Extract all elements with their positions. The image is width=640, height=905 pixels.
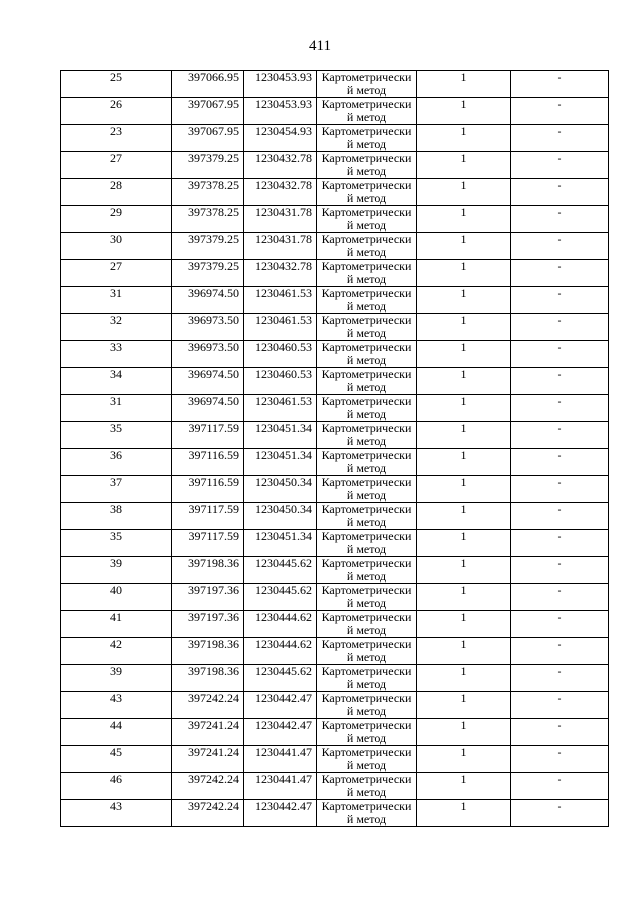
y-coordinate-cell: 1230450.34	[244, 503, 317, 530]
method-cell: Картометрически й метод	[317, 638, 417, 665]
note-cell: -	[511, 638, 609, 665]
table-row	[61, 287, 609, 314]
accuracy-cell: 1	[417, 476, 511, 503]
x-coordinate-cell: 397117.59	[172, 503, 244, 530]
note-cell: -	[511, 719, 609, 746]
method-cell: Картометрически й метод	[317, 314, 417, 341]
point-number-cell: 30	[61, 233, 172, 260]
table-row	[61, 98, 609, 125]
point-number-cell: 43	[61, 800, 172, 827]
x-coordinate-cell: 397066.95	[172, 71, 244, 98]
table-row	[61, 584, 609, 611]
table-row	[61, 152, 609, 179]
accuracy-cell: 1	[417, 152, 511, 179]
method-cell: Картометрически й метод	[317, 476, 417, 503]
note-cell: -	[511, 665, 609, 692]
table-row	[61, 233, 609, 260]
accuracy-cell: 1	[417, 422, 511, 449]
note-cell: -	[511, 260, 609, 287]
x-coordinate-cell: 397117.59	[172, 422, 244, 449]
y-coordinate-cell: 1230444.62	[244, 638, 317, 665]
table-row	[61, 503, 609, 530]
table-row	[61, 206, 609, 233]
note-cell: -	[511, 368, 609, 395]
note-cell: -	[511, 611, 609, 638]
point-number-cell: 35	[61, 530, 172, 557]
accuracy-cell: 1	[417, 368, 511, 395]
method-cell: Картометрически й метод	[317, 584, 417, 611]
accuracy-cell: 1	[417, 584, 511, 611]
table-row	[61, 611, 609, 638]
y-coordinate-cell: 1230454.93	[244, 125, 317, 152]
table-row	[61, 125, 609, 152]
method-cell: Картометрически й метод	[317, 395, 417, 422]
note-cell: -	[511, 773, 609, 800]
method-cell: Картометрически й метод	[317, 503, 417, 530]
accuracy-cell: 1	[417, 206, 511, 233]
point-number-cell: 41	[61, 611, 172, 638]
method-cell: Картометрически й метод	[317, 773, 417, 800]
y-coordinate-cell: 1230442.47	[244, 800, 317, 827]
accuracy-cell: 1	[417, 611, 511, 638]
x-coordinate-cell: 397067.95	[172, 125, 244, 152]
y-coordinate-cell: 1230445.62	[244, 584, 317, 611]
y-coordinate-cell: 1230461.53	[244, 314, 317, 341]
x-coordinate-cell: 397379.25	[172, 233, 244, 260]
table-row	[61, 422, 609, 449]
point-number-cell: 42	[61, 638, 172, 665]
note-cell: -	[511, 692, 609, 719]
table-row	[61, 557, 609, 584]
x-coordinate-cell: 397378.25	[172, 179, 244, 206]
y-coordinate-cell: 1230445.62	[244, 665, 317, 692]
y-coordinate-cell: 1230451.34	[244, 530, 317, 557]
y-coordinate-cell: 1230460.53	[244, 368, 317, 395]
table-row	[61, 692, 609, 719]
point-number-cell: 31	[61, 287, 172, 314]
point-number-cell: 43	[61, 692, 172, 719]
table-row	[61, 260, 609, 287]
method-cell: Картометрически й метод	[317, 368, 417, 395]
accuracy-cell: 1	[417, 314, 511, 341]
method-cell: Картометрически й метод	[317, 800, 417, 827]
method-cell: Картометрически й метод	[317, 152, 417, 179]
y-coordinate-cell: 1230451.34	[244, 422, 317, 449]
note-cell: -	[511, 449, 609, 476]
accuracy-cell: 1	[417, 395, 511, 422]
x-coordinate-cell: 397198.36	[172, 665, 244, 692]
y-coordinate-cell: 1230451.34	[244, 449, 317, 476]
method-cell: Картометрически й метод	[317, 206, 417, 233]
y-coordinate-cell: 1230461.53	[244, 395, 317, 422]
method-cell: Картометрически й метод	[317, 233, 417, 260]
y-coordinate-cell: 1230453.93	[244, 71, 317, 98]
y-coordinate-cell: 1230444.62	[244, 611, 317, 638]
note-cell: -	[511, 530, 609, 557]
point-number-cell: 37	[61, 476, 172, 503]
coordinates-table	[60, 70, 609, 827]
table-row	[61, 746, 609, 773]
point-number-cell: 34	[61, 368, 172, 395]
method-cell: Картометрически й метод	[317, 260, 417, 287]
x-coordinate-cell: 397198.36	[172, 557, 244, 584]
y-coordinate-cell: 1230432.78	[244, 179, 317, 206]
x-coordinate-cell: 397198.36	[172, 638, 244, 665]
table-row	[61, 368, 609, 395]
method-cell: Картометрически й метод	[317, 179, 417, 206]
method-cell: Картометрически й метод	[317, 125, 417, 152]
accuracy-cell: 1	[417, 665, 511, 692]
x-coordinate-cell: 397379.25	[172, 152, 244, 179]
accuracy-cell: 1	[417, 287, 511, 314]
point-number-cell: 29	[61, 206, 172, 233]
x-coordinate-cell: 397242.24	[172, 692, 244, 719]
method-cell: Картометрически й метод	[317, 98, 417, 125]
point-number-cell: 28	[61, 179, 172, 206]
y-coordinate-cell: 1230460.53	[244, 341, 317, 368]
method-cell: Картометрически й метод	[317, 611, 417, 638]
y-coordinate-cell: 1230441.47	[244, 746, 317, 773]
x-coordinate-cell: 396974.50	[172, 395, 244, 422]
point-number-cell: 44	[61, 719, 172, 746]
accuracy-cell: 1	[417, 449, 511, 476]
accuracy-cell: 1	[417, 746, 511, 773]
x-coordinate-cell: 397116.59	[172, 449, 244, 476]
accuracy-cell: 1	[417, 773, 511, 800]
x-coordinate-cell: 397379.25	[172, 260, 244, 287]
note-cell: -	[511, 800, 609, 827]
method-cell: Картометрически й метод	[317, 287, 417, 314]
note-cell: -	[511, 476, 609, 503]
method-cell: Картометрически й метод	[317, 422, 417, 449]
table-row	[61, 719, 609, 746]
point-number-cell: 23	[61, 125, 172, 152]
accuracy-cell: 1	[417, 530, 511, 557]
y-coordinate-cell: 1230441.47	[244, 773, 317, 800]
accuracy-cell: 1	[417, 638, 511, 665]
point-number-cell: 27	[61, 260, 172, 287]
point-number-cell: 27	[61, 152, 172, 179]
y-coordinate-cell: 1230442.47	[244, 692, 317, 719]
x-coordinate-cell: 397117.59	[172, 530, 244, 557]
y-coordinate-cell: 1230445.62	[244, 557, 317, 584]
x-coordinate-cell: 397378.25	[172, 206, 244, 233]
note-cell: -	[511, 152, 609, 179]
x-coordinate-cell: 397197.36	[172, 611, 244, 638]
accuracy-cell: 1	[417, 341, 511, 368]
accuracy-cell: 1	[417, 71, 511, 98]
note-cell: -	[511, 746, 609, 773]
y-coordinate-cell: 1230461.53	[244, 287, 317, 314]
table-row	[61, 530, 609, 557]
point-number-cell: 25	[61, 71, 172, 98]
x-coordinate-cell: 396974.50	[172, 287, 244, 314]
y-coordinate-cell: 1230453.93	[244, 98, 317, 125]
table-row	[61, 449, 609, 476]
accuracy-cell: 1	[417, 125, 511, 152]
table-row	[61, 665, 609, 692]
method-cell: Картометрически й метод	[317, 665, 417, 692]
x-coordinate-cell: 397242.24	[172, 773, 244, 800]
note-cell: -	[511, 233, 609, 260]
x-coordinate-cell: 397116.59	[172, 476, 244, 503]
accuracy-cell: 1	[417, 260, 511, 287]
x-coordinate-cell: 397242.24	[172, 800, 244, 827]
point-number-cell: 39	[61, 665, 172, 692]
note-cell: -	[511, 422, 609, 449]
point-number-cell: 26	[61, 98, 172, 125]
accuracy-cell: 1	[417, 557, 511, 584]
accuracy-cell: 1	[417, 719, 511, 746]
x-coordinate-cell: 396973.50	[172, 341, 244, 368]
table-row	[61, 800, 609, 827]
x-coordinate-cell: 396974.50	[172, 368, 244, 395]
table-row	[61, 395, 609, 422]
table-row	[61, 314, 609, 341]
point-number-cell: 36	[61, 449, 172, 476]
point-number-cell: 40	[61, 584, 172, 611]
note-cell: -	[511, 557, 609, 584]
x-coordinate-cell: 397241.24	[172, 719, 244, 746]
note-cell: -	[511, 71, 609, 98]
x-coordinate-cell: 397067.95	[172, 98, 244, 125]
y-coordinate-cell: 1230450.34	[244, 476, 317, 503]
accuracy-cell: 1	[417, 233, 511, 260]
point-number-cell: 32	[61, 314, 172, 341]
x-coordinate-cell: 397241.24	[172, 746, 244, 773]
accuracy-cell: 1	[417, 800, 511, 827]
table-row	[61, 71, 609, 98]
accuracy-cell: 1	[417, 692, 511, 719]
y-coordinate-cell: 1230432.78	[244, 152, 317, 179]
note-cell: -	[511, 341, 609, 368]
table-row	[61, 773, 609, 800]
y-coordinate-cell: 1230431.78	[244, 206, 317, 233]
x-coordinate-cell: 396973.50	[172, 314, 244, 341]
page-number: 411	[309, 38, 331, 54]
y-coordinate-cell: 1230442.47	[244, 719, 317, 746]
method-cell: Картометрически й метод	[317, 341, 417, 368]
accuracy-cell: 1	[417, 98, 511, 125]
note-cell: -	[511, 98, 609, 125]
point-number-cell: 31	[61, 395, 172, 422]
point-number-cell: 38	[61, 503, 172, 530]
note-cell: -	[511, 584, 609, 611]
note-cell: -	[511, 287, 609, 314]
method-cell: Картометрически й метод	[317, 692, 417, 719]
note-cell: -	[511, 125, 609, 152]
note-cell: -	[511, 179, 609, 206]
table-row	[61, 179, 609, 206]
method-cell: Картометрически й метод	[317, 557, 417, 584]
table-row	[61, 476, 609, 503]
point-number-cell: 35	[61, 422, 172, 449]
method-cell: Картометрически й метод	[317, 449, 417, 476]
point-number-cell: 33	[61, 341, 172, 368]
note-cell: -	[511, 314, 609, 341]
method-cell: Картометрически й метод	[317, 530, 417, 557]
accuracy-cell: 1	[417, 503, 511, 530]
y-coordinate-cell: 1230432.78	[244, 260, 317, 287]
note-cell: -	[511, 206, 609, 233]
method-cell: Картометрически й метод	[317, 719, 417, 746]
point-number-cell: 46	[61, 773, 172, 800]
note-cell: -	[511, 503, 609, 530]
x-coordinate-cell: 397197.36	[172, 584, 244, 611]
accuracy-cell: 1	[417, 179, 511, 206]
y-coordinate-cell: 1230431.78	[244, 233, 317, 260]
method-cell: Картометрически й метод	[317, 746, 417, 773]
point-number-cell: 39	[61, 557, 172, 584]
note-cell: -	[511, 395, 609, 422]
table-row	[61, 341, 609, 368]
method-cell: Картометрически й метод	[317, 71, 417, 98]
point-number-cell: 45	[61, 746, 172, 773]
table-row	[61, 638, 609, 665]
